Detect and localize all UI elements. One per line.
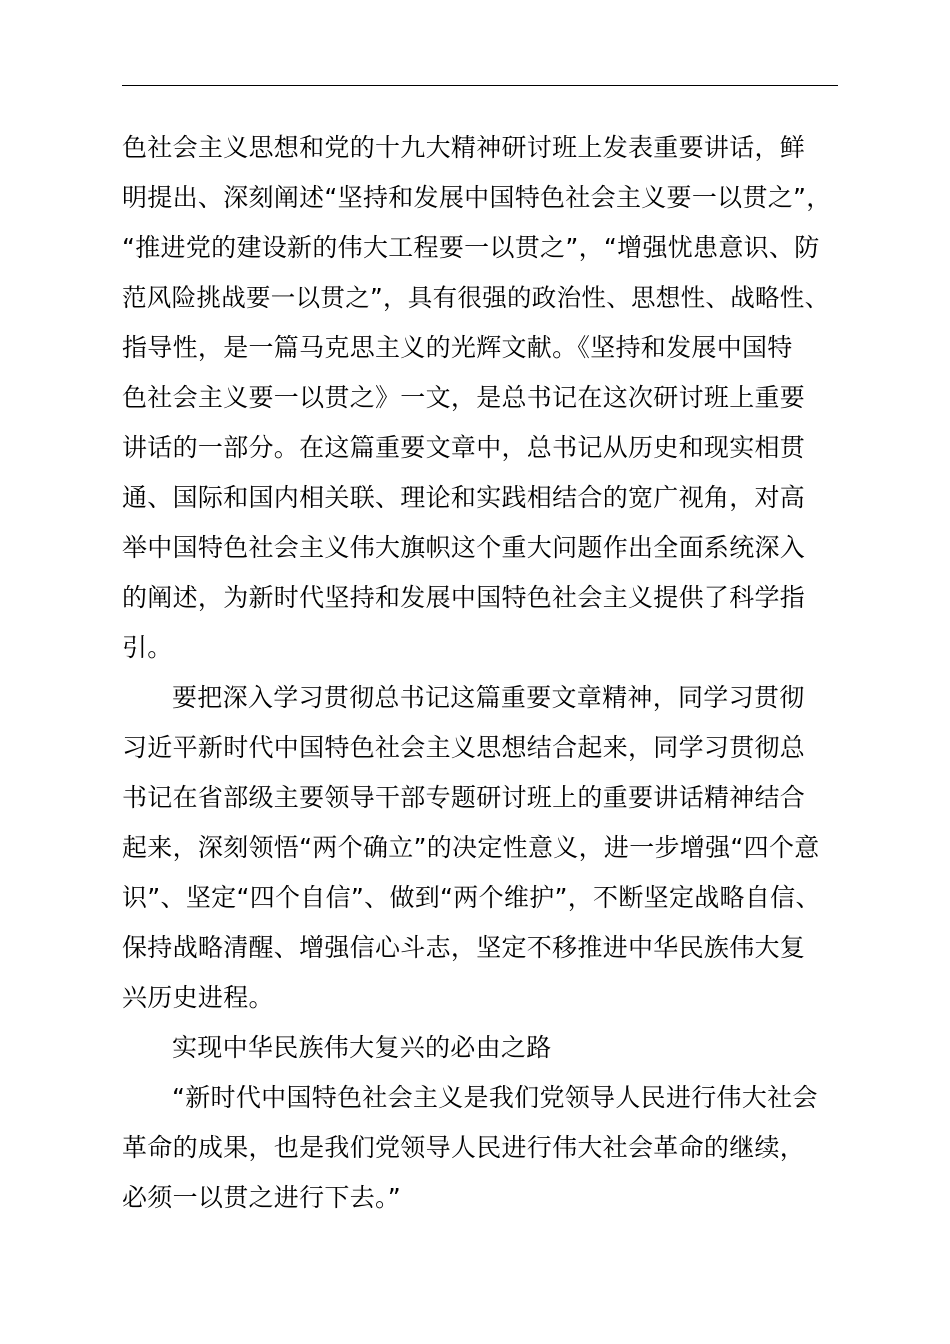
body-text-line: 书记在省部级主要领导干部专题研讨班上的重要讲话精神结合 xyxy=(122,783,806,812)
body-text-line: 指导性，是一篇马克思主义的光辉文献。《坚持和发展中国特 xyxy=(122,333,793,362)
body-text-line: 的阐述，为新时代坚持和发展中国特色社会主义提供了科学指 xyxy=(122,583,806,612)
body-text-line: 讲话的一部分。在这篇重要文章中，总书记从历史和现实相贯 xyxy=(122,433,806,462)
body-text-line: 色社会主义思想和党的十九大精神研讨班上发表重要讲话，鲜 xyxy=(122,133,806,162)
body-text-line: 明提出、深刻阐述“坚持和发展中国特色社会主义要一以贯之”， xyxy=(122,183,832,212)
paragraph-start-line: 要把深入学习贯彻总书记这篇重要文章精神，同学习贯彻 xyxy=(172,683,805,712)
header-rule xyxy=(122,85,838,86)
body-text-line: 范风险挑战要一以贯之”，具有很强的政治性、思想性、战略性、 xyxy=(122,283,830,312)
quote-line: 必须一以贯之进行下去。” xyxy=(122,1183,402,1212)
body-text-line: “推进党的建设新的伟大工程要一以贯之”，“增强忧患意识、防 xyxy=(122,233,820,262)
body-text-line: 习近平新时代中国特色社会主义思想结合起来，同学习贯彻总 xyxy=(122,733,806,762)
quote-line: 革命的成果，也是我们党领导人民进行伟大社会革命的继续， xyxy=(122,1133,806,1162)
body-text-line: 兴历史进程。 xyxy=(122,983,274,1012)
body-text-line: 保持战略清醒、增强信心斗志，坚定不移推进中华民族伟大复 xyxy=(122,933,806,962)
body-text-line: 通、国际和国内相关联、理论和实践相结合的宽广视角，对高 xyxy=(122,483,806,512)
body-text-line: 引。 xyxy=(122,633,173,662)
body-text-line: 举中国特色社会主义伟大旗帜这个重大问题作出全面系统深入 xyxy=(122,533,806,562)
section-heading: 实现中华民族伟大复兴的必由之路 xyxy=(172,1033,552,1062)
body-text-line: 起来，深刻领悟“两个确立”的决定性意义，进一步增强“四个意 xyxy=(122,833,820,862)
body-text-line: 色社会主义要一以贯之》一文，是总书记在这次研讨班上重要 xyxy=(122,383,806,412)
quote-start-line: “新时代中国特色社会主义是我们党领导人民进行伟大社会 xyxy=(172,1083,818,1112)
body-text-line: 识”、坚定“四个自信”、做到“两个维护”，不断坚定战略自信、 xyxy=(122,883,821,912)
